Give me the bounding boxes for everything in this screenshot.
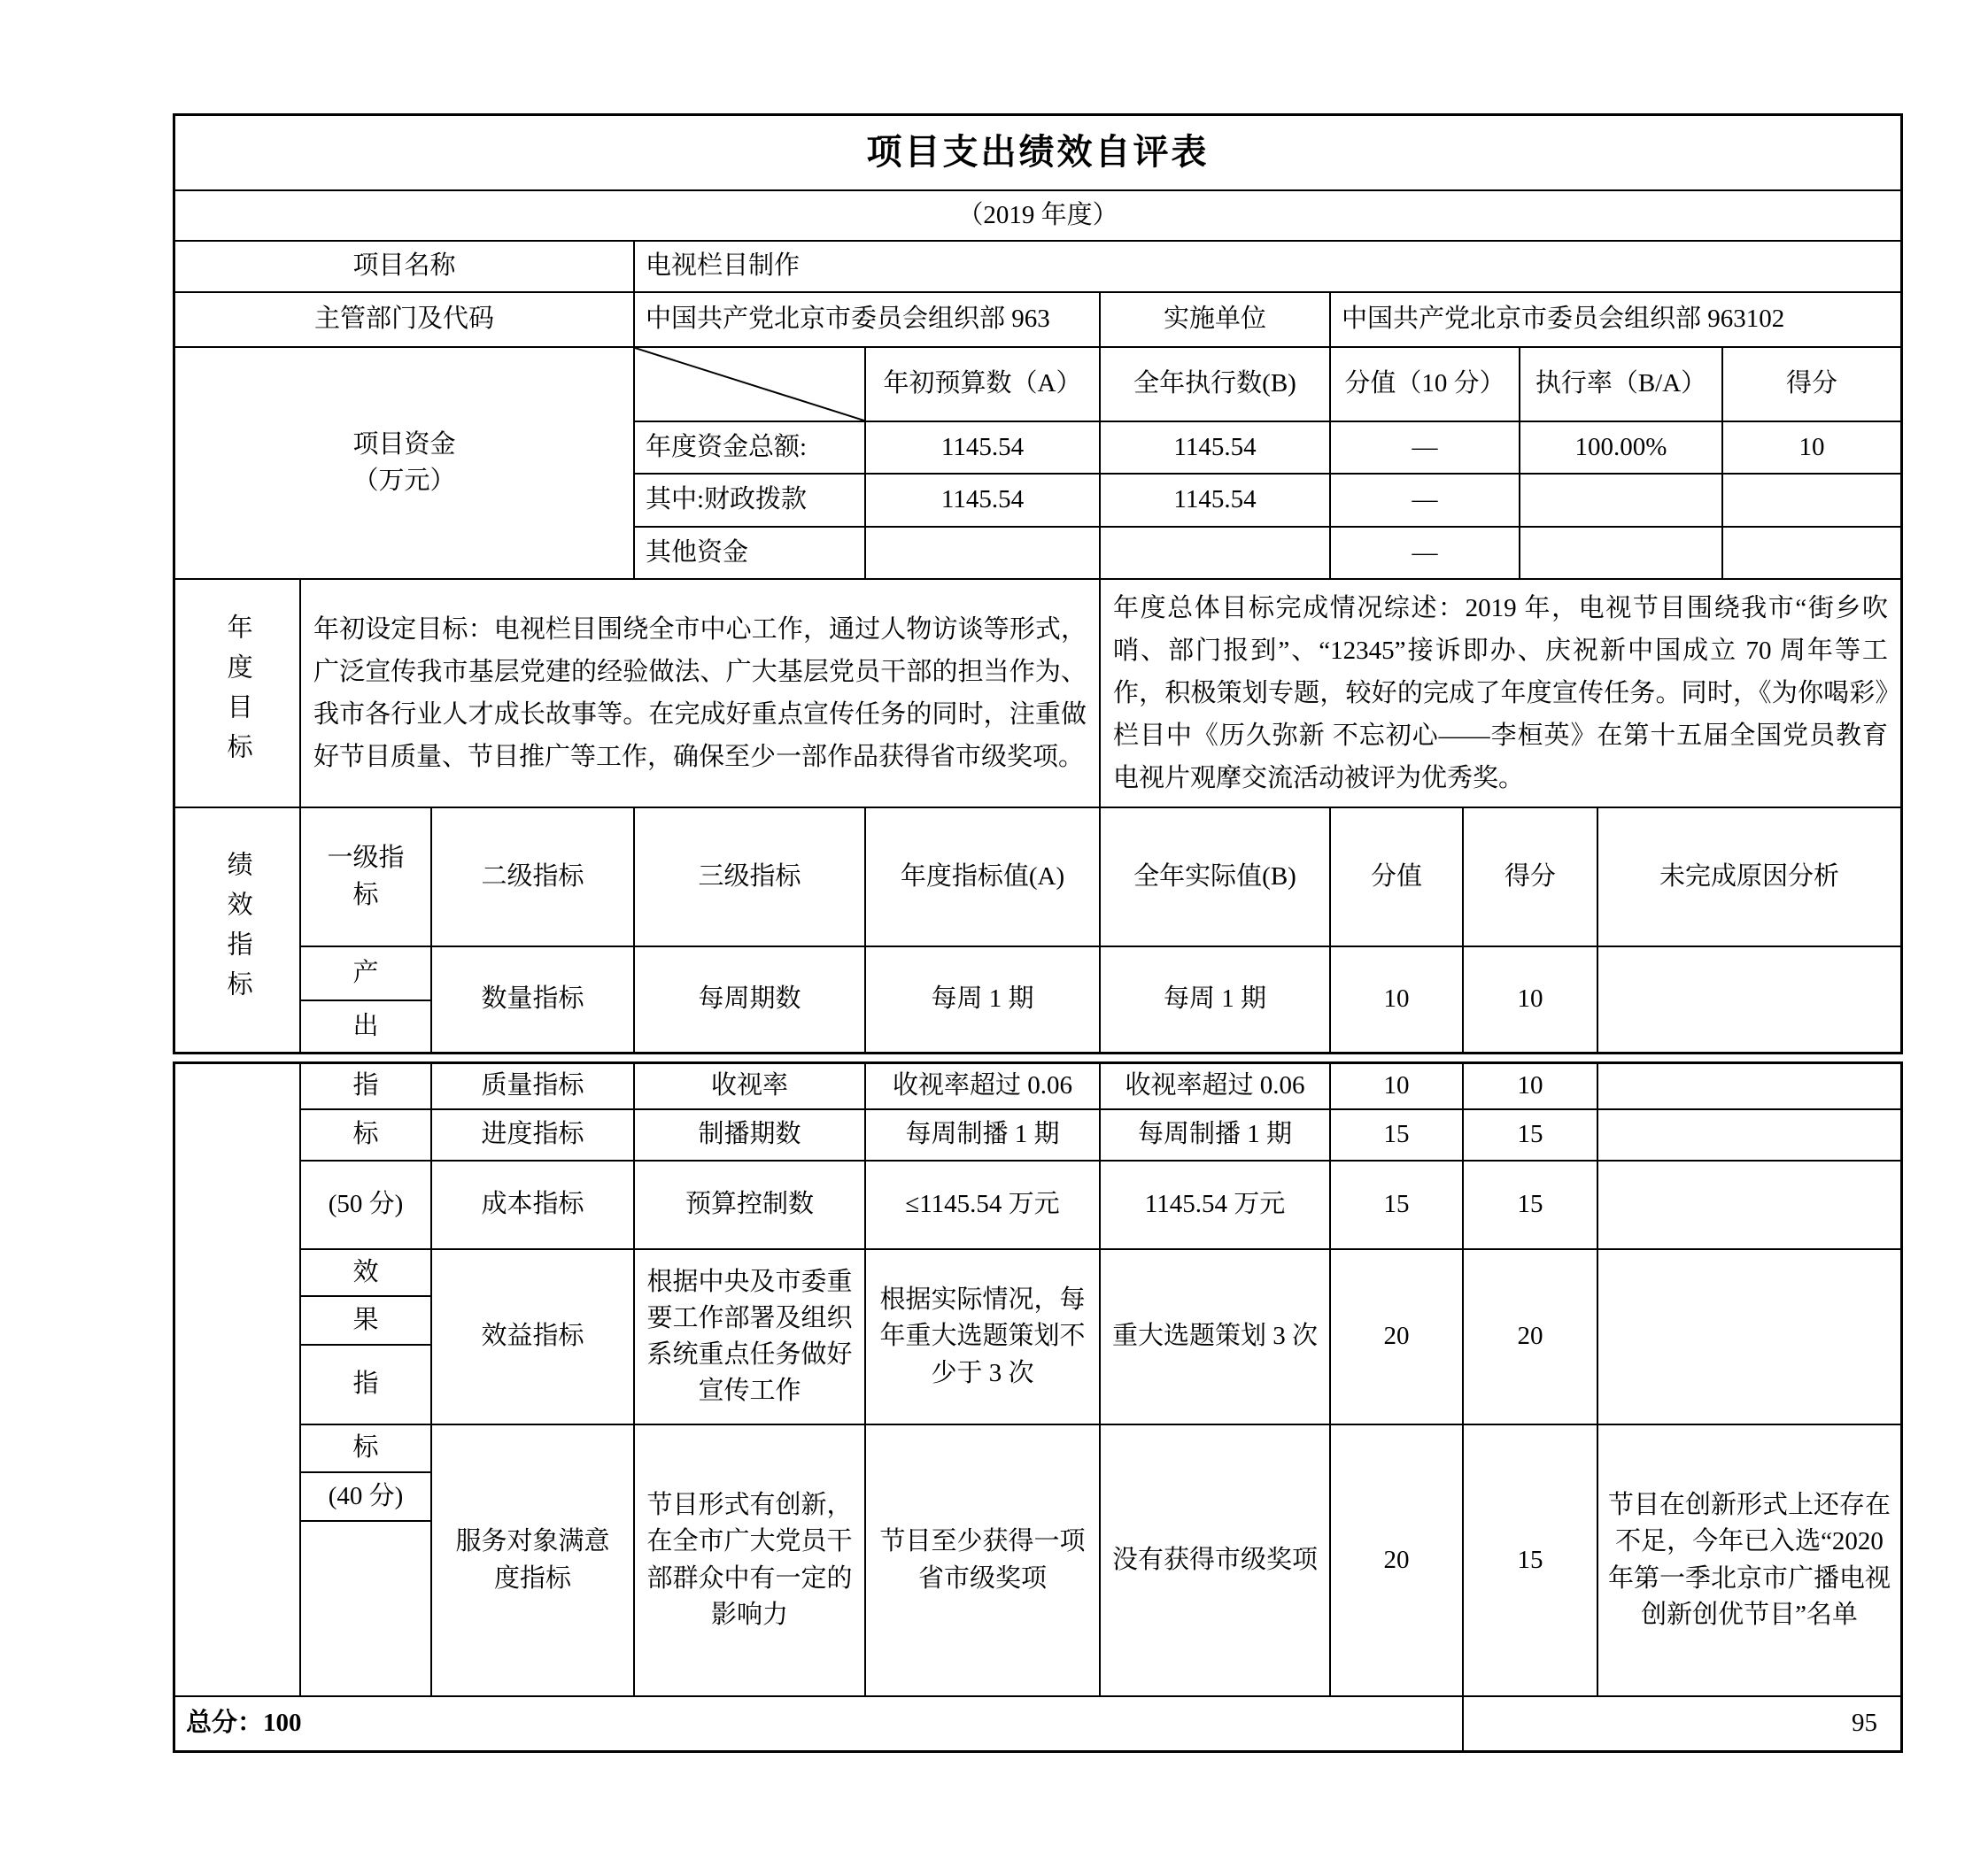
funding-cell-rate (1520, 528, 1723, 580)
perf-satisfaction-score: 15 (1464, 1425, 1598, 1697)
funding-cell-score: 10 (1723, 422, 1900, 475)
perf-header-weight: 分值 (1331, 808, 1464, 947)
perf-benefit-actual: 重大选题策划 3 次 (1101, 1250, 1331, 1425)
perf-satisfaction-level3: 节目形式有创新，在全市广大党员干部群众中有一定的影响力 (635, 1425, 866, 1697)
impl-unit-label: 实施单位 (1101, 293, 1331, 348)
funding-row-label: 其他资金 (635, 528, 866, 580)
total-score-label: 总分：100 (175, 1697, 1464, 1750)
perf-output-actual: 每周 1 期 (1101, 947, 1331, 1052)
perf-header-reason: 未完成原因分析 (1598, 808, 1900, 947)
perf-row-level3: 预算控制数 (635, 1162, 866, 1250)
funding-label-line1: 项目资金 (352, 429, 456, 459)
perf-header-actual: 全年实际值(B) (1101, 808, 1331, 947)
perf-row-weight: 15 (1331, 1110, 1464, 1162)
funding-header-rate: 执行率（B/A） (1520, 348, 1723, 422)
perf-satisfaction-l1-1: 标 (301, 1425, 432, 1473)
perf-output-l1-top: 产 (301, 947, 432, 1001)
perf-output-score: 10 (1464, 947, 1598, 1052)
perf-header-score: 得分 (1464, 808, 1598, 947)
perf-row-reason (1598, 1064, 1900, 1110)
perf-row-level2: 质量指标 (432, 1064, 635, 1110)
perf-header-level1: 一级指标 (301, 808, 432, 947)
perf-row-target: 每周制播 1 期 (866, 1110, 1101, 1162)
funding-cell-weight: — (1331, 475, 1520, 528)
funding-cell-rate (1520, 475, 1723, 528)
self-assessment-table-bottom (173, 1061, 1903, 1753)
perf-output-level2: 数量指标 (432, 947, 635, 1052)
funding-cell-executed: 1145.54 (1101, 422, 1331, 475)
perf-row-level1: 指 (301, 1064, 432, 1110)
annual-goal-initial: 年初设定目标：电视栏目围绕全市中心工作，通过人物访谈等形式，广泛宣传我市基层党建的经验做法、广大基层党员干部的担当作为、我市各行业人才成长故事等。在完成好重点宣传任务的同时，注重做好节目质量、节目推广等工作，确保至少一部作品获得省市级奖项。 (301, 580, 1101, 808)
impl-unit-value: 中国共产党北京市委员会组织部 963102 (1331, 293, 1900, 348)
doc-title: 项目支出绩效自评表 (175, 116, 1900, 191)
perf-satisfaction-level2: 服务对象满意度指标 (432, 1425, 635, 1697)
perf-output-target: 每周 1 期 (866, 947, 1101, 1052)
project-name-value: 电视栏目制作 (635, 242, 1900, 293)
perf-output-level3: 每周期数 (635, 947, 866, 1052)
perf-row-actual: 每周制播 1 期 (1101, 1110, 1331, 1162)
perf-row-level2: 成本指标 (432, 1162, 635, 1250)
perf-row-score: 10 (1464, 1064, 1598, 1110)
perf-benefit-level3: 根据中央及市委重要工作部署及组织系统重点任务做好宣传工作 (635, 1250, 866, 1425)
perf-header-level2: 二级指标 (432, 808, 635, 947)
funding-cell-weight: — (1331, 422, 1520, 475)
total-score-value: 95 (1852, 1709, 1877, 1738)
perf-row-level1: 标 (301, 1110, 432, 1162)
funding-header-score: 得分 (1723, 348, 1900, 422)
perf-row-actual: 收视率超过 0.06 (1101, 1064, 1331, 1110)
perf-satisfaction-l1-2: (40 分) (301, 1473, 432, 1522)
perf-benefit-l1-1: 效 (301, 1250, 432, 1297)
perf-header-target: 年度指标值(A) (866, 808, 1101, 947)
funding-header-weight: 分值（10 分） (1331, 348, 1520, 422)
project-name-label: 项目名称 (175, 242, 635, 293)
funding-header-executed: 全年执行数(B) (1101, 348, 1331, 422)
perf-row-level1: (50 分) (301, 1162, 432, 1250)
perf-satisfaction-target: 节目至少获得一项省市级奖项 (866, 1425, 1101, 1697)
funding-cell-budget: 1145.54 (866, 422, 1101, 475)
perf-benefit-weight: 20 (1331, 1250, 1464, 1425)
perf-row-target: ≤1145.54 万元 (866, 1162, 1101, 1250)
perf-row-actual: 1145.54 万元 (1101, 1162, 1331, 1250)
perf-row-level3: 收视率 (635, 1064, 866, 1110)
self-assessment-table-top (173, 113, 1903, 1054)
funding-cell-score (1723, 475, 1900, 528)
funding-label-line2: （万元） (352, 467, 456, 495)
perf-row-score: 15 (1464, 1110, 1598, 1162)
doc-year: （2019 年度） (175, 191, 1900, 242)
funding-cell-budget: 1145.54 (866, 475, 1101, 528)
annual-goal-label: 年度目标 (175, 580, 301, 808)
perf-row-score: 15 (1464, 1162, 1598, 1250)
perf-benefit-target: 根据实际情况，每年重大选题策划不少于 3 次 (866, 1250, 1101, 1425)
perf-row-weight: 15 (1331, 1162, 1464, 1250)
perf-label: 绩效指标 (175, 808, 301, 1052)
dept-label: 主管部门及代码 (175, 293, 635, 348)
funding-cell-executed: 1145.54 (1101, 475, 1331, 528)
dept-value: 中国共产党北京市委员会组织部 963 (635, 293, 1101, 348)
perf-satisfaction-actual: 没有获得市级奖项 (1101, 1425, 1331, 1697)
funding-cell-executed (1101, 528, 1331, 580)
annual-goal-summary: 年度总体目标完成情况综述：2019 年，电视节目围绕我市“街乡吹哨、部门报到”、“12345”接诉即办、庆祝新中国成立 70 周年等工作，积极策划专题，较好的完成了年度宣传任务。同时，《为你喝彩》栏目中《历久弥新 不忘初心——李桓英》在第十五届全国党员教育电视片观摩交流活动被评为优秀奖。 (1101, 580, 1900, 808)
perf-satisfaction-l1-3 (301, 1522, 432, 1697)
perf-row-weight: 10 (1331, 1064, 1464, 1110)
perf-output-reason (1598, 947, 1900, 1052)
diagonal-line (635, 348, 864, 421)
funding-diagonal-cell (635, 348, 866, 422)
perf-satisfaction-reason: 节目在创新形式上还存在不足，今年已入选“2020 年第一季北京市广播电视创新创优节目”名单 (1598, 1425, 1900, 1697)
perf-output-l1-bottom: 出 (301, 1001, 432, 1052)
funding-cell-rate: 100.00% (1520, 422, 1723, 475)
perf-benefit-reason (1598, 1250, 1900, 1425)
perf-row-reason (1598, 1162, 1900, 1250)
funding-row-label: 年度资金总额: (635, 422, 866, 475)
funding-cell-score (1723, 528, 1900, 580)
perf-row-level3: 制播期数 (635, 1110, 866, 1162)
perf-header-level3: 三级指标 (635, 808, 866, 947)
perf-row-level2: 进度指标 (432, 1110, 635, 1162)
funding-header-budget: 年初预算数（A） (866, 348, 1101, 422)
perf-satisfaction-weight: 20 (1331, 1425, 1464, 1697)
perf-benefit-score: 20 (1464, 1250, 1598, 1425)
perf-row-target: 收视率超过 0.06 (866, 1064, 1101, 1110)
perf-row-reason (1598, 1110, 1900, 1162)
funding-label (175, 348, 635, 580)
perf-benefit-l1-2: 果 (301, 1297, 432, 1346)
funding-cell-budget (866, 528, 1101, 580)
perf-output-weight: 10 (1331, 947, 1464, 1052)
funding-cell-weight: — (1331, 528, 1520, 580)
perf-benefit-level2: 效益指标 (432, 1250, 635, 1425)
funding-row-label: 其中:财政拨款 (635, 475, 866, 528)
perf-benefit-l1-3: 指 (301, 1346, 432, 1425)
perf-left-spacer (175, 1064, 301, 1697)
